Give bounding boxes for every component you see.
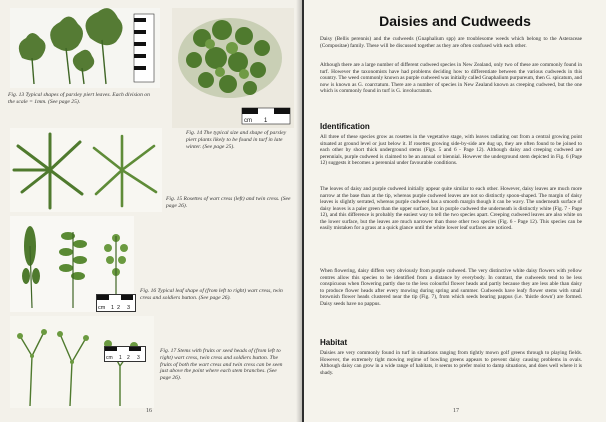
fig17-scale-2: 2 (127, 355, 130, 361)
page-title: Daisies and Cudweeds (379, 13, 531, 29)
fig14-scale-1: 1 (264, 118, 268, 124)
fig17-photo (10, 316, 154, 408)
fig15-photo (10, 128, 162, 212)
left-page-number: 16 (146, 408, 152, 414)
fig16-scale-3: 3 (127, 305, 131, 311)
habitat-heading: Habitat (320, 338, 348, 347)
fig14-photo (172, 8, 294, 128)
right-page-number: 17 (453, 408, 459, 414)
fig13-photo (10, 8, 160, 88)
fig17-scale-3: 3 (137, 355, 140, 361)
habitat-paragraph: Daisies are very commonly found in turf in situations ranging from tightly mown golf greens through to playing fields. However, the extremely tight mowing regime of bowling greens appears to prevent daisy causing problems in ovals. Although daisy can grow in a wide range of habitats, it seems to prefer moist to damp situations, and does well where it is shady. (320, 350, 582, 376)
fig14-caption: Fig. 14 The typical size and shape of parsley piert plants likely to be found in turf in late winter. (See page 25). (186, 130, 287, 150)
identification-paragraph-3: When flowering, daisy differs very obviously from purple cudweed. The very distinctive white daisy flowers with yellow centres allow this species to be identified from a distance by everybody. In contrast, the cudweeds tend to be less conspicuous when flowering partly due to the less colourful flower heads and partly because they are less able than daisy to produce flower heads after every mowing during spring and summer. Cudweeds have leafy flower stems with small brownish flower heads clustered near the tip (Fig. 7), from which seeds bearing pappus (i.e. 'thistle down') are formed. Daisy seeds have no pappus. (320, 268, 582, 307)
fig16-caption: Fig. 16 Typical leaf shape of (from left to right) wart cress, twin cress and soldiers button. (See page 26). (140, 288, 283, 301)
identification-heading: Identification (320, 122, 370, 131)
fig17-scale-1: 1 (119, 355, 122, 361)
fig13-caption: Fig. 13 Typical shapes of parsley piert leaves. Each division on the scale = 1mm. (See page 25). (8, 92, 150, 105)
fig15-caption: Fig. 15 Rosettes of wart cress (left) and twin cress. (See page 26). (166, 196, 291, 209)
fig14-scale-cm: cm (244, 118, 252, 124)
fig16-scale (96, 294, 136, 312)
fig17-scale (104, 346, 146, 362)
fig16-scale-cm: cm (98, 305, 106, 311)
fig16-scale-2: 2 (117, 305, 121, 311)
left-page (0, 0, 302, 422)
intro-paragraph: Daisy (Bellis perennis) and the cudweeds (Gnaphalium spp) are troublesome weeds which belong to the Asteraceae (Compositae) family. These will be discussed together as they are often confused with each other. (320, 36, 582, 49)
fig17-scale-cm: cm (106, 355, 113, 361)
fig17-caption: Fig. 17 Stems with fruits or seed heads of (from left to right) wart cress, twin cress and soldiers button. The fruits of both the wart cress and twin cress can be seen just above the point where each stem branches. (See page 26). (160, 348, 283, 382)
cudweed-species-paragraph: Although there are a large number of different cudweed species in New Zealand, only two of these are commonly found in turf. However the taxonomists have had problems deciding how to differentiate between the various cudweeds in this country. The weed commonly known as purple cudweed was initially called Gnaphalium purpureum, then G. spicatum, and now is known as G. coarctatum. There are a number of species in New Zealand known as creeping cudweed, but the one which is commonly found in turf is G. involucratum. (320, 62, 582, 94)
identification-paragraph-2: The leaves of daisy and purple cudweed initially appear quite similar to each other. However, daisy leaves are much more narrow at the base than at the tip, whereas purple cudweed leaves are not so distinctly spoon-shaped. The margin of daisy leaves is slightly serrated, whereas purple cudweed has a smooth margin though it can be wavy. The underneath surface of daisy leaves is a paler green than the upper surface, but in purple cudweed the underneath is distinctly white (Fig. 7 - Page 12), and this difference is probably the easiest way to tell the two species apart. Creeping cudweed leaves are also white on the lower surface, but the leaves are much narrower than those other two species (Fig. 6 - Page 12). This species can be easily mistaken for a grass at a quick glance until the white lower leaf surfaces are noticed. (320, 186, 582, 231)
fig16-scale-1: 1 (111, 305, 115, 311)
identification-paragraph-1: All three of these species grow as rosettes in the vegetative stage, with leaves radiating out from a central growing point situated at ground level or just below it. If rosettes growing side-by-side are dug up, they are often found to be joined to each other by short thick underground stems (Figs. 5 and 6 - Page 12). Although daisy and creeping cudweed are perennials, purple cudweed is claimed to be an annual or biennial. However the underground stem depicted in Fig. 6 (Page 12) suggests it becomes a perennial under favourable conditions. (320, 134, 582, 166)
